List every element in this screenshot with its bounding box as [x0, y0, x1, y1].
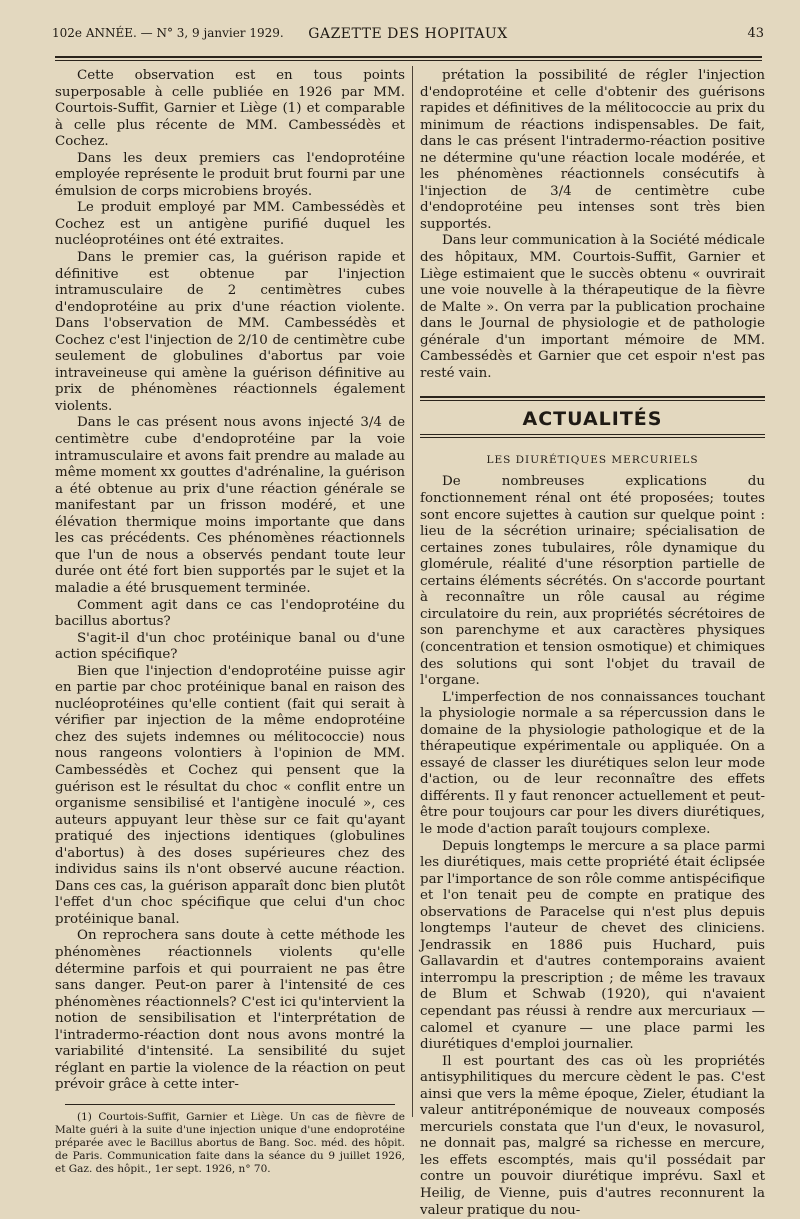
paragraph: On reprochera sans doute à cette méthode les phénomènes réactionnels violents qu'elle détermine parfois et qui pourraient ne pas être sans danger. Peut-on parer à l'intensité de ces phénomènes réactionnels? C'est ici qu'intervient la notion de sensibilisation et l'interprétation de l'intradermo-réaction dont nous avons montré la variabilité d'intensité. La sensibilité du sujet réglant en partie la violence de la réaction on peut prévoir grâce à cette inter- [55, 928, 405, 1093]
paragraph: Bien que l'injection d'endoprotéine puisse agir en partie par choc protéinique banal en raison des nucléoprotéines qu'elle contient (fait qui serait à vérifier par injection de la même endoprotéine chez des sujets indemnes ou mélitococcie) nous nous rangeons volontiers à l'opinion de MM. Cambessédès et Cochez qui pensent que la guérison est le résultat du choc « conflit entre un organisme sensibilisé et l'antigène inoculé », ces auteurs appuyant leur thèse sur ce fait qu'ayant pratiqué des injections identiques (globulines d'abortus) à des doses supérieures chez des individus sains ils n'ont observé aucune réaction. Dans ces cas, la guérison apparaît donc bien plutôt l'effet d'un choc spécifique que celui d'un choc protéinique banal. [55, 663, 405, 927]
journal-title: GAZETTE DES HOPITAUX [308, 26, 508, 42]
paragraph: Cette observation est en tous points superposable à celle publiée en 1926 par MM. Courtois-Suffit, Garnier et Liège (1) et comparable à celle plus récente de MM. Cambessédès et Cochez. [55, 68, 405, 150]
paragraph: Dans le cas présent nous avons injecté 3/4 de centimètre cube d'endoprotéine par la voie intramusculaire et avons fait prendre au malade au même moment xx gouttes d'adrénaline, la guérison a été obtenue au prix d'une réaction générale se manifestant par un frisson modéré, et une élévation thermique moins importante que dans les cas précédents. Ces phénomènes réactionnels que l'un de nous a observés pendant toute leur durée ont été fort bien supportés par le sujet et la maladie a été brusquement terminée. [55, 415, 405, 596]
paragraph: Dans leur communication à la Société médicale des hôpitaux, MM. Courtois-Suffit, Garnier et Liège estimaient que le succès obtenu « ouvrirait une voie nouvelle à la thérapeutique de la fièvre de Malte ». On verra par la publication prochaine dans le Journal de physiologie et de pathologie générale d'un important mémoire de MM. Cambessédès et Garnier que cet espoir n'est pas resté vain. [420, 233, 765, 381]
footnote-rule [65, 1104, 395, 1105]
footnote: (1) Courtois-Suffit, Garnier et Liège. Un cas de fièvre de Malte guéri à la suite d'une injection unique d'une endoprotéine préparée avec le Bacillus abortus de Bang. Soc. méd. des hôpit. de Paris. Communication faite dans la séance du 9 juillet 1926, et Gaz. des hôpit., 1er sept. 1926, n° 70. [55, 1110, 405, 1175]
paragraph: Dans le premier cas, la guérison rapide et définitive est obtenue par l'injection intramusculaire de 2 centimètres cubes d'endoprotéine au prix d'une réaction violente. Dans l'observation de MM. Cambessédès et Cochez c'est l'injection de 2/10 de centimètre cube seulement de globulines d'abortus par voie intraveineuse qui amène la guérison définitive au prix de phénomènes réactionnels également violents. [55, 250, 405, 414]
column-divider [412, 66, 413, 1117]
page-number: 43 [747, 26, 764, 41]
header-rule-thin [55, 60, 762, 61]
paragraph: Il est pourtant des cas où les propriétés antisyphilitiques du mercure cèdent le pas. C'est ainsi que vers la même époque, Zieler, étudiant la valeur antitréponémique de nouveaux composés mercuriels constata que l'un d'eux, le novasurol, ne donnait pas, malgré sa richesse en mercure, les effets escomptés, mais qu'il possédait par contre un pouvoir diurétique imprévu. Saxl et Heilig, de Vienne, puis d'autres reconnurent la valeur pratique du nou- [420, 1053, 765, 1218]
section-rule [420, 396, 765, 401]
paragraph: Dans les deux premiers cas l'endoprotéine employée représente le produit brut fourni par une émulsion de corps microbiens broyés. [55, 150, 405, 199]
section-title: ACTUALITÉS [522, 408, 663, 431]
paragraph: L'imperfection de nos connaissances touchant la physiologie normale a sa répercussion dans le domaine de la physiologie pathologique et de la thérapeutique expérimentale ou appliquée. On a essayé de classer les diurétiques selon leur mode d'action, ou de leur reconnaître des effets différents. Il y faut renoncer actuellement et peut-être pour toujours car pour les divers diurétiques, le mode d'action paraît toujours complexe. [420, 689, 765, 837]
running-header [52, 26, 764, 52]
left-column [55, 68, 405, 1176]
section-title-rule [420, 434, 765, 438]
header-rule [55, 56, 762, 58]
paragraph: Comment agit dans ce cas l'endoprotéine du bacillus abortus? [55, 597, 405, 630]
paragraph: De nombreuses explications du fonctionnement rénal ont été proposées; toutes sont encore sujettes à caution sur quelque point : lieu de la sécrétion urinaire; spécialisation de certaines zones tubulaires, rôle dynamique du glomérule, réalité d'une résorption partielle de certains éléments sécrétés. On s'accorde pourtant à reconnaître un rôle causal au régime circulatoire du rein, aux propriétés sécrétoires de son parenchyme et aux caractères physiques (concentration et tension osmotique) et chimiques des solutions qui sont l'objet du travail de l'organe. [420, 474, 765, 689]
paragraph: prétation la possibilité de régler l'injection d'endoprotéine et celle d'obtenir des guérisons rapides et définitives de la mélitococcie au prix du minimum de réactions indispensables. De fait, dans le cas présent l'intradermo-réaction positive ne détermine qu'une réaction locale modérée, et les phénomènes réactionnels consécutifs à l'injection de 3/4 de centimètre cube d'endoprotéine peu intenses sont très bien supportés. [420, 68, 765, 232]
paragraph: Depuis longtemps le mercure a sa place parmi les diurétiques, mais cette propriété était éclipsée par l'importance de son rôle comme antispécifique et l'on tenait peu de compte en pratique des observations de Paracelse qui n'est plus depuis longtemps l'auteur de chevet des cliniciens. Jendrassik en 1886 puis Huchard, puis Gallavardin et d'autres contemporains avaient interrompu la prescription ; de même les travaux de Blum et Schwab (1920), qui n'avaient cependant pas réussi à rendre aux mercuriaux — calomel et cyanure — une place parmi les diurétiques d'emploi journalier. [420, 838, 765, 1053]
article-title: LES DIURÉTIQUES MERCURIELS [486, 453, 699, 466]
paragraph: S'agit-il d'un choc protéinique banal ou d'une action spécifique? [55, 630, 405, 663]
paragraph: Le produit employé par MM. Cambessédès et Cochez est un antigène purifié duquel les nucléoprotéines ont été extraites. [55, 200, 405, 249]
issue-info: 102e ANNÉE. — N° 3, 9 janvier 1929. [52, 26, 284, 40]
right-column [420, 68, 765, 1219]
